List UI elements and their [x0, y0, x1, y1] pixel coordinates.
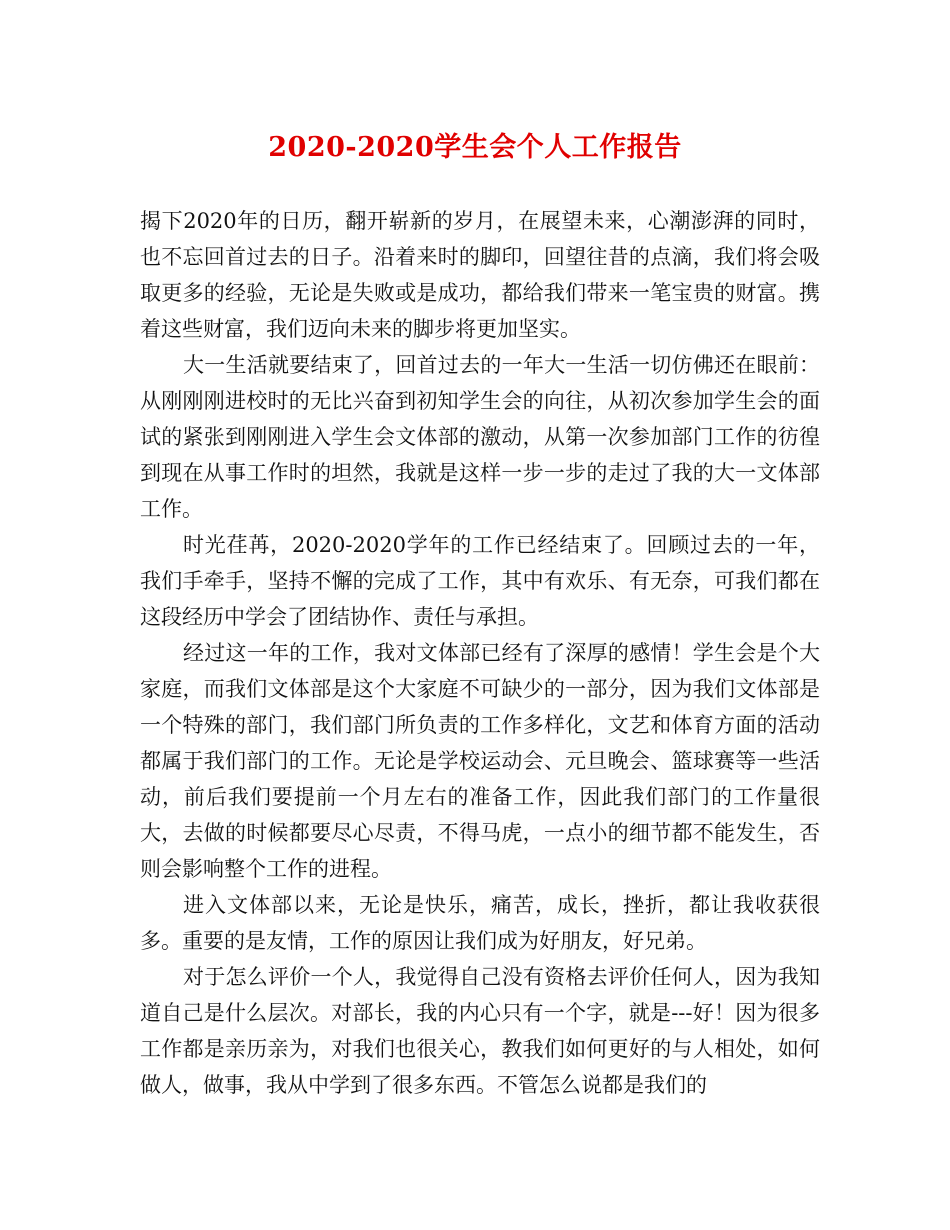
paragraph-5: 进入文体部以来，无论是快乐，痛苦，成长，挫折，都让我收获很多。重要的是友情，工作的原因让我们成为好朋友，好兄弟。	[140, 893, 820, 953]
document-body	[140, 203, 820, 1103]
paragraph-6: 对于怎么评价一个人，我觉得自己没有资格去评价任何人，因为我知道自己是什么层次。对部长，我的内心只有一个字，就是---好！因为很多工作都是亲历亲为，对我们也很关心，教我们如何更好的与人相处，如何做人，做事，我从中学到了很多东西。不管怎么说都是我们的	[140, 965, 820, 1097]
paragraph-1: 揭下2020年的日历，翻开崭新的岁月，在展望未来，心潮澎湃的同时，也不忘回首过去的日子。沿着来时的脚印，回望往昔的点滴，我们将会吸取更多的经验，无论是失败或是成功，都给我们带来一笔宝贵的财富。携着这些财富，我们迈向未来的脚步将更加坚实。	[140, 209, 820, 341]
paragraph-2: 大一生活就要结束了，回首过去的一年大一生活一切仿佛还在眼前：从刚刚刚进校时的无比兴奋到初知学生会的向往，从初次参加学生会的面试的紧张到刚刚进入学生会文体部的激动，从第一次参加部门工作的彷徨到现在从事工作时的坦然，我就是这样一步一步的走过了我的大一文体部工作。	[140, 353, 820, 521]
paragraph-3: 时光荏苒，2020-2020学年的工作已经结束了。回顾过去的一年，我们手牵手，坚持不懈的完成了工作，其中有欢乐、有无奈，可我们都在这段经历中学会了团结协作、责任与承担。	[140, 533, 820, 629]
document-title: 2020-2020学生会个人工作报告	[268, 132, 682, 163]
paragraph-4: 经过这一年的工作，我对文体部已经有了深厚的感情！学生会是个大家庭，而我们文体部是这个大家庭不可缺少的一部分，因为我们文体部是一个特殊的部门，我们部门所负责的工作多样化，文艺和体育方面的活动都属于我们部门的工作。无论是学校运动会、元旦晚会、篮球赛等一些活动，前后我们要提前一个月左右的准备工作，因此我们部门的工作量很大，去做的时候都要尽心尽责，不得马虎，一点小的细节都不能发生，否则会影响整个工作的进程。	[140, 641, 820, 881]
